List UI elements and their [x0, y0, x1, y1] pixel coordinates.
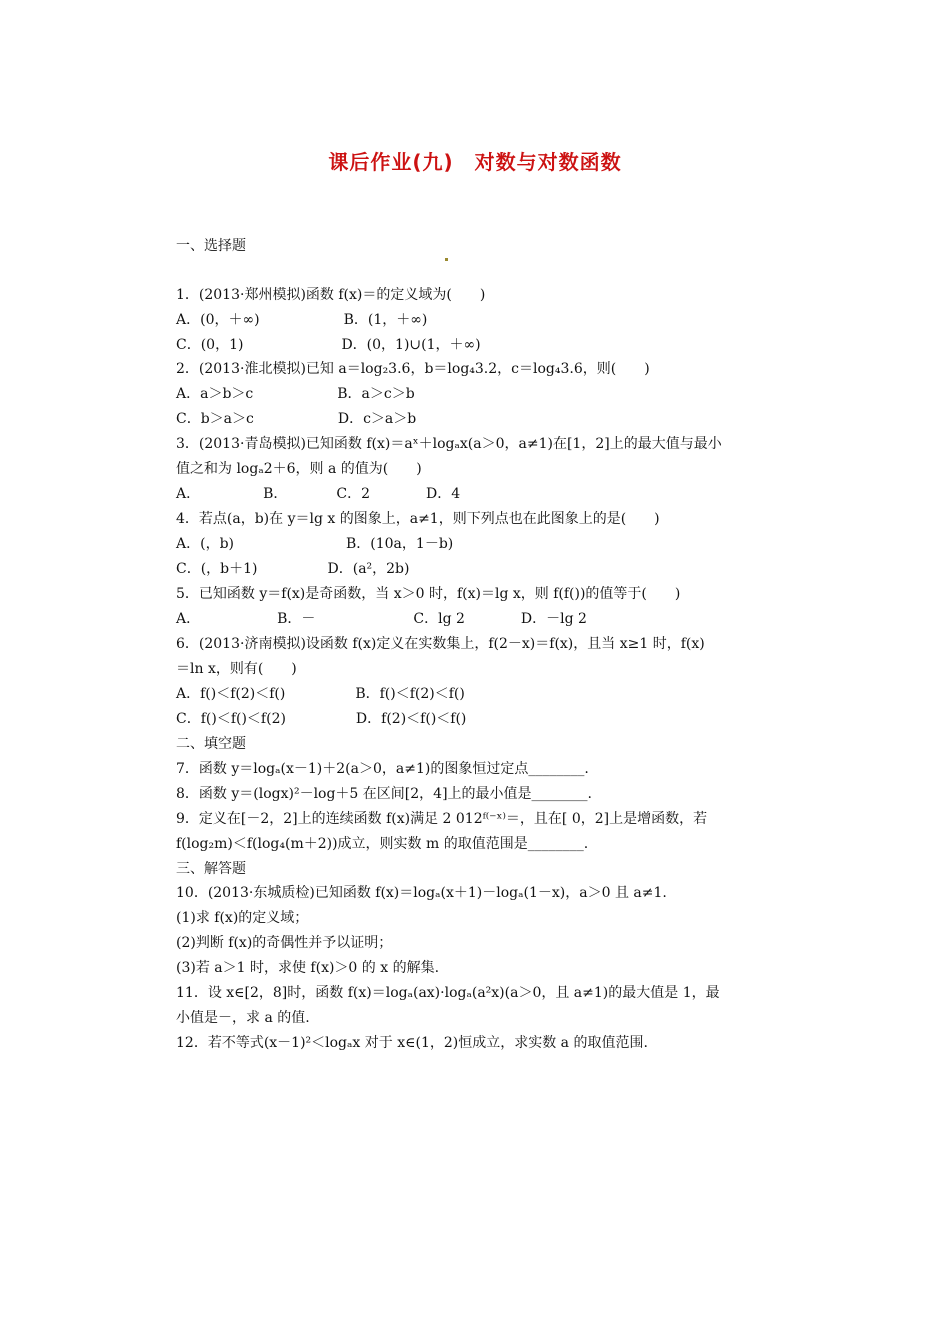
- question-8: 8．函数 y＝(logx)²－log＋5 在区间[2，4]上的最小值是________.: [176, 786, 592, 802]
- question-11: 11．设 x∈[2，8]时，函数 f(x)＝logₐ(ax)·logₐ(a²x)(a＞0，且 a≠1)的最大值是 1，最: [176, 985, 720, 1001]
- question-6-options-ab: A．f()＜f(2)＜f() B．f()＜f(2)＜f(): [176, 686, 465, 702]
- question-6-options-cd: C．f()＜f()＜f(2) D．f(2)＜f()＜f(): [176, 711, 467, 727]
- question-3-options: A． B． C．2 D．4: [176, 486, 461, 502]
- question-10-part-3: (3)若 a＞1 时，求使 f(x)＞0 的 x 的解集.: [176, 960, 440, 976]
- question-10-part-1: (1)求 f(x)的定义域；: [176, 910, 309, 926]
- question-6-continued: ＝ln x，则有( ): [176, 661, 297, 677]
- question-4-options-cd: C．(，b＋1) D．(a²，2b): [176, 561, 410, 577]
- question-3-continued: 值之和为 logₐ2＋6，则 a 的值为( ): [176, 461, 422, 477]
- question-1-options-cd: C．(0，1) D．(0，1)∪(1，＋∞): [176, 337, 481, 353]
- question-10-part-2: (2)判断 f(x)的奇偶性并予以证明；: [176, 935, 393, 951]
- question-5-options: A． B．－ C．lg 2 D．－lg 2: [176, 611, 587, 627]
- page-title: 课后作业(九) 对数与对数函数: [328, 150, 622, 174]
- question-10: 10．(2013·东城质检)已知函数 f(x)＝logₐ(x＋1)－logₐ(1－x)，a＞0 且 a≠1.: [176, 885, 667, 901]
- question-6: 6．(2013·济南模拟)设函数 f(x)定义在实数集上，f(2－x)＝f(x)，且当 x≥1 时，f(x): [176, 636, 705, 652]
- question-7: 7．函数 y＝logₐ(x－1)＋2(a＞0，a≠1)的图象恒过定点________.: [176, 761, 589, 777]
- stray-mark: [445, 258, 448, 261]
- question-11-continued: 小值是－，求 a 的值.: [176, 1010, 310, 1026]
- question-4: 4．若点(a，b)在 y＝lg x 的图象上，a≠1，则下列点也在此图象上的是( ): [176, 511, 660, 527]
- question-3: 3．(2013·青岛模拟)已知函数 f(x)＝aˣ＋logₐx(a＞0，a≠1)在[1，2]上的最大值与最小: [176, 436, 722, 452]
- question-2-options-cd: C．b＞a＞c D．c＞a＞b: [176, 411, 417, 427]
- section-heading-answer: 三、解答题: [176, 861, 246, 877]
- question-9-continued: f(log₂m)＜f(log₄(m＋2))成立，则实数 m 的取值范围是________.: [176, 836, 589, 852]
- question-1-options-ab: A．(0，＋∞) B．(1，＋∞): [176, 312, 428, 328]
- question-12: 12．若不等式(x－1)²＜logₐx 对于 x∈(1，2)恒成立，求实数 a 的取值范围.: [176, 1035, 648, 1051]
- question-9: 9．定义在[－2，2]上的连续函数 f(x)满足 2 012ᶠ⁽⁻ˣ⁾＝，且在[ 0，2]上是增函数，若: [176, 811, 708, 827]
- question-2: 2．(2013·淮北模拟)已知 a＝log₂3.6，b＝log₄3.2，c＝log₄3.6，则( ): [176, 361, 650, 377]
- question-1: 1．(2013·郑州模拟)函数 f(x)＝的定义域为( ): [176, 287, 486, 303]
- question-2-options-ab: A．a＞b＞c B．a＞c＞b: [176, 386, 415, 402]
- question-5: 5．已知函数 y＝f(x)是奇函数，当 x＞0 时，f(x)＝lg x，则 f(f())的值等于( ): [176, 586, 681, 602]
- question-4-options-ab: A．(，b) B．(10a，1－b): [176, 536, 454, 552]
- section-heading-fill: 二、填空题: [176, 736, 246, 752]
- section-heading-choice: 一、选择题: [176, 238, 246, 254]
